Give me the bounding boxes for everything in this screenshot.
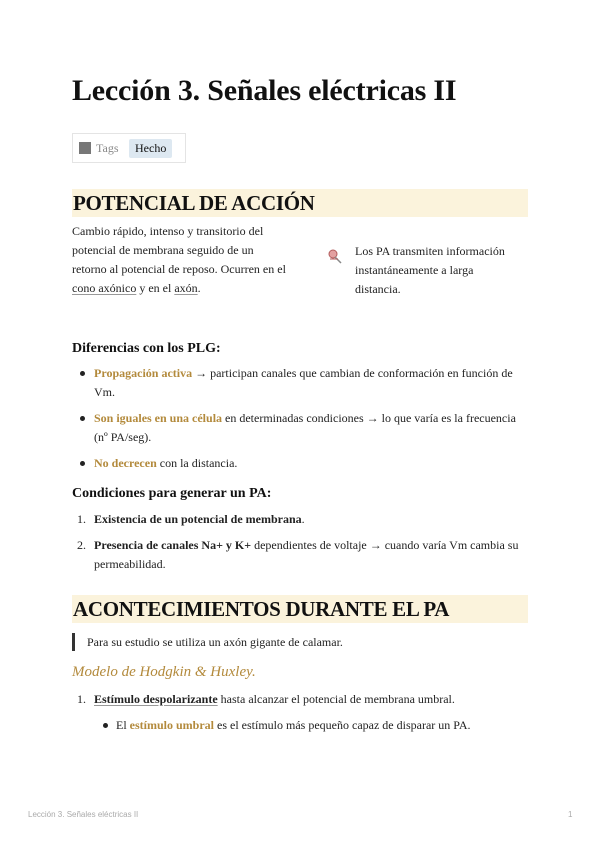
link-cono-axonico[interactable]: cono axónico: [72, 281, 137, 295]
bullet-icon: [80, 461, 85, 466]
heading-condiciones: Condiciones para generar un PA:: [72, 486, 272, 501]
bullet-icon: [80, 371, 85, 376]
list-item: No decrecen con la distancia.: [72, 454, 528, 473]
list-item: 1. Estímulo despolarizante hasta alcanzar el potencial de membrana umbral.: [77, 692, 455, 706]
tags-property[interactable]: [72, 133, 186, 163]
tags-label: Tags: [96, 140, 119, 155]
footer-page-number: 1: [568, 810, 573, 819]
heading-diferencias: Diferencias con los PLG:: [72, 341, 221, 356]
diferencias-list: [72, 364, 528, 480]
heading-potencial-de-accion: POTENCIAL DE ACCIÓN: [72, 189, 528, 217]
tag-badge[interactable]: Hecho: [129, 139, 172, 158]
list-item: Son iguales en una célula en determinadas condiciones → lo que varía es la frecuencia (nº PA/seg).: [72, 409, 528, 447]
intro-paragraph: Cambio rápido, intenso y transitorio del potencial de membrana seguido de un retorno al potencial de reposo. Ocurren en el cono axónico y en el axón.: [72, 224, 286, 295]
bullet-icon: [80, 416, 85, 421]
pushpin-icon: [326, 248, 344, 266]
list-item: El estímulo umbral es el estímulo más pequeño capaz de disparar un PA.: [72, 716, 528, 735]
link-axon[interactable]: axón: [174, 281, 198, 295]
list-item: 1. Existencia de un potencial de membrana.: [77, 512, 305, 526]
footer-title: Lección 3. Señales eléctricas II: [28, 810, 139, 819]
list-item: 2. Presencia de canales Na+ y K+ dependientes de voltaje → cuando varía Vm cambia su permeabilidad.: [77, 538, 519, 571]
heading-acontecimientos: ACONTECIMIENTOS DURANTE EL PA: [72, 595, 528, 623]
condiciones-list: [72, 510, 528, 581]
bullet-icon: [103, 723, 108, 728]
heading-modelo: Modelo de Hodgkin & Huxley.: [72, 664, 256, 680]
tag-list-icon: [79, 142, 91, 154]
list-item: Propagación activa → participan canales que cambian de conformación en función de Vm.: [72, 364, 528, 402]
pasos-list: [72, 690, 528, 742]
page-title: Lección 3. Señales eléctricas II: [72, 74, 457, 107]
quote-block: Para su estudio se utiliza un axón gigante de calamar.: [72, 633, 343, 651]
